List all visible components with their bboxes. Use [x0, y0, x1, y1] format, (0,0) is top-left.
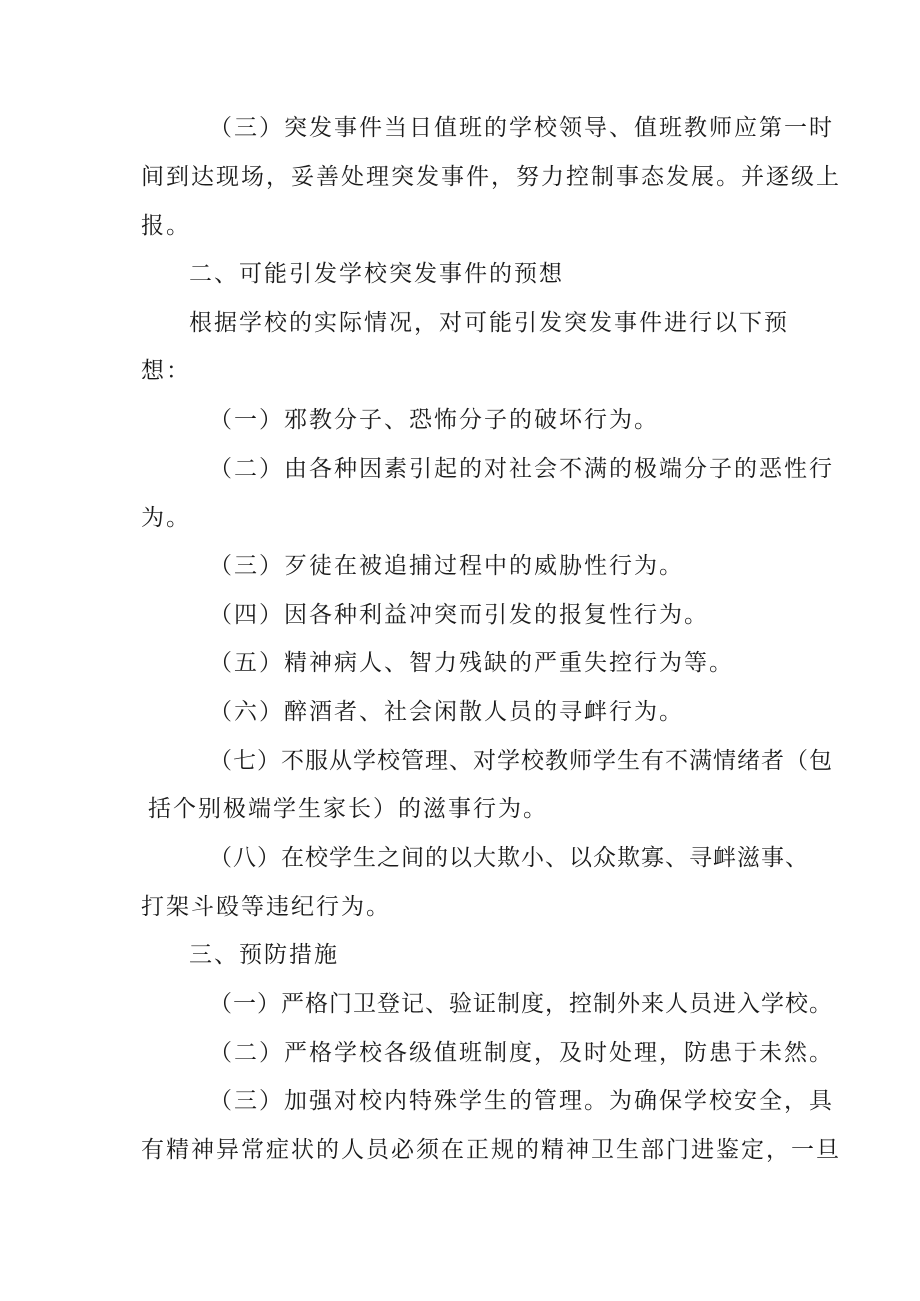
list-item: （六）醉酒者、社会闲散人员的寻衅行为。 — [209, 699, 684, 725]
list-item: （二）严格学校各级值班制度，及时处理，防患于未然。 — [209, 1040, 834, 1066]
list-item: （二）由各种因素引起的对社会不满的极端分子的恶性行 — [209, 456, 834, 482]
paragraph-line: 间到达现场，妥善处理突发事件，努力控制事态发展。并逐级上 — [141, 164, 841, 190]
list-item-continuation: 打架斗殴等违纪行为。 — [141, 894, 391, 920]
paragraph-line: 报。 — [141, 213, 191, 239]
list-item: （三）加强对校内特殊学生的管理。为确保学校安全，具 — [209, 1088, 834, 1114]
list-item-continuation: 括个别极端学生家长）的滋事行为。 — [148, 796, 548, 822]
list-item: （五）精神病人、智力残缺的严重失控行为等。 — [209, 650, 734, 676]
list-item: （一）邪教分子、恐怖分子的破坏行为。 — [209, 407, 659, 433]
list-item: （三）歹徒在被追捕过程中的威胁性行为。 — [209, 553, 684, 579]
paragraph-line: 根据学校的实际情况，对可能引发突发事件进行以下预 — [189, 310, 789, 336]
list-item-continuation: 为。 — [141, 505, 191, 531]
section-heading: 二、可能引发学校突发事件的预想 — [189, 261, 564, 287]
list-item: （一）严格门卫登记、验证制度，控制外来人员进入学校。 — [209, 991, 833, 1017]
paragraph-line: 想： — [141, 358, 191, 384]
list-item: （四）因各种利益冲突而引发的报复性行为。 — [209, 602, 709, 628]
section-heading: 三、预防措施 — [189, 942, 339, 968]
list-item: （七）不服从学校管理、对学校教师学生有不满情绪者（包 — [209, 748, 833, 774]
list-item-continuation: 有精神异常症状的人员必须在正规的精神卫生部门进鉴定，一旦 — [141, 1137, 841, 1163]
paragraph-line: （三）突发事件当日值班的学校领导、值班教师应第一时 — [209, 115, 834, 141]
list-item: （八）在校学生之间的以大欺小、以众欺寡、寻衅滋事、 — [209, 845, 809, 871]
